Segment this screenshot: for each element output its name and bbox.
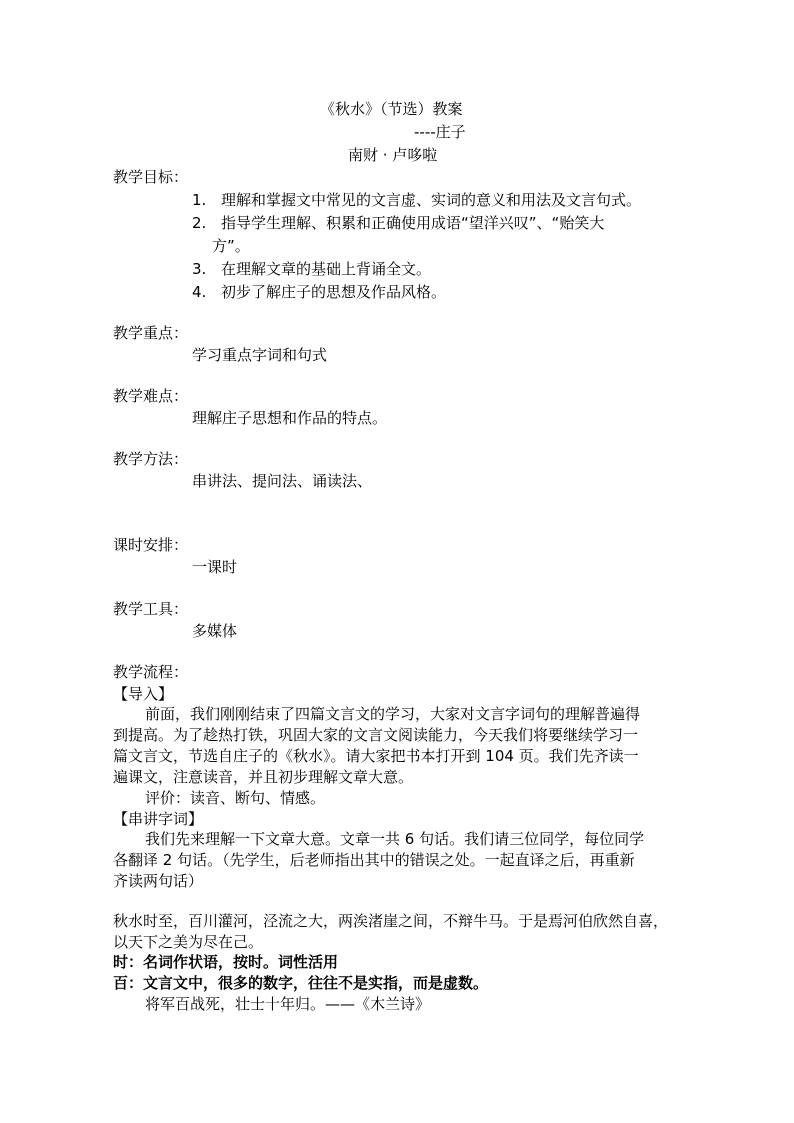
schedule-heading: 课时安排： xyxy=(113,536,189,554)
intro-heading: 【导入】 xyxy=(113,685,174,703)
doc-byline: ----庄子 xyxy=(414,123,466,141)
explain-line: 我们先来理解一下文章大意。文章一共 6 句话。我们请三位同学，每位同学 xyxy=(145,830,645,848)
goals-heading: 教学目标： xyxy=(113,168,189,186)
doc-title: 《秋水》（节选）教案 xyxy=(320,100,463,118)
goal-text-continued: 方”。 xyxy=(212,237,250,255)
intro-line: 前面，我们刚刚结束了四篇文言文的学习，大家对文言字词句的理解普遍得 xyxy=(145,705,641,723)
tools-heading: 教学工具： xyxy=(113,600,189,618)
difficulties-heading: 教学难点： xyxy=(113,387,189,405)
vocab-note: 时：名词作状语，按时。词性活用 xyxy=(113,953,339,971)
goal-number: 3. xyxy=(192,260,207,278)
key-points-body: 学习重点字词和句式 xyxy=(192,346,328,364)
goal-number: 1. xyxy=(192,191,207,209)
schedule-body: 一课时 xyxy=(192,558,238,576)
goal-number: 2. xyxy=(192,214,207,232)
explain-line: 各翻译 2 句话。（先学生，后老师指出其中的错误之处。一起直译之后，再重新 xyxy=(113,851,635,869)
goal-text: 理解和掌握文中常见的文言虚、实词的意义和用法及文言句式。 xyxy=(221,191,642,209)
goal-number: 4. xyxy=(192,283,207,301)
intro-evaluation: 评价：读音、断句、情感。 xyxy=(145,789,326,807)
goal-text: 指导学生理解、积累和正确使用成语“望洋兴叹”、“贻笑大 xyxy=(221,214,605,232)
doc-author: 南财 · 卢哆啦 xyxy=(348,146,438,164)
goal-text: 在理解文章的基础上背诵全文。 xyxy=(221,260,432,278)
difficulties-body: 理解庄子思想和作品的特点。 xyxy=(192,409,388,427)
intro-line: 到提高。为了趁热打铁，巩固大家的文言文阅读能力，今天我们将要继续学习一 xyxy=(113,726,639,744)
tools-body: 多媒体 xyxy=(192,622,238,640)
goal-text: 初步了解庄子的思想及作品风格。 xyxy=(221,283,447,301)
explain-heading: 【串讲字词】 xyxy=(113,810,204,828)
vocab-note: 百：文言文中，很多的数字，往往不是实指，而是虚数。 xyxy=(113,974,489,992)
methods-body: 串讲法、提问法、诵读法、 xyxy=(192,472,373,490)
methods-heading: 教学方法： xyxy=(113,450,189,468)
passage-line: 以天下之美为尽在己。 xyxy=(113,933,264,951)
example-quote: 将军百战死，壮士十年归。——《木兰诗》 xyxy=(145,995,431,1013)
process-heading: 教学流程： xyxy=(113,663,189,681)
explain-line: 齐读两句话） xyxy=(113,872,204,890)
intro-line: 篇文言文，节选自庄子的《秋水》。请大家把书本打开到 104 页。我们先齐读一 xyxy=(113,747,639,765)
intro-line: 遍课文，注意读音，并且初步理解文章大意。 xyxy=(113,768,414,786)
key-points-heading: 教学重点： xyxy=(113,324,189,342)
passage-line: 秋水时至，百川灌河，泾流之大，两涘渚崖之间，不辩牛马。于是焉河伯欣然自喜， xyxy=(113,912,669,930)
